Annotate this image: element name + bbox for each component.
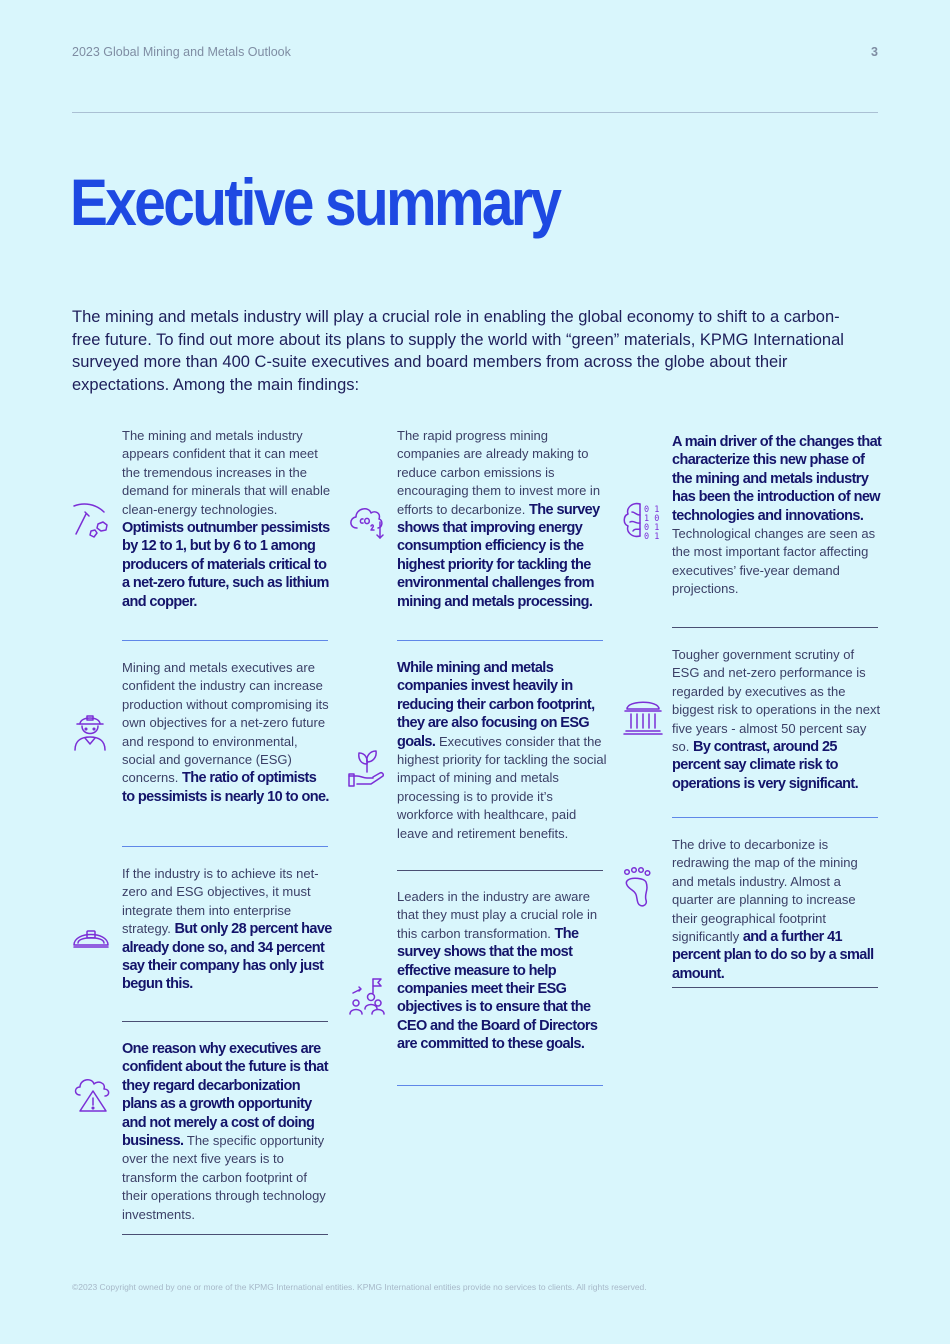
finding-body: Mining and metals executives are confident the industry can increase production without compromising its own objectives for a net-zero future and respond to environmental, social and governance (ESG) concerns. bbox=[122, 660, 329, 786]
card-divider bbox=[397, 870, 603, 871]
finding-body: Tougher government scrutiny of ESG and net-zero performance is regarded by executives as the biggest risk to operations in the next five years - almost 50 percent say so. bbox=[672, 647, 881, 755]
finding-text bbox=[122, 659, 332, 806]
team-goal-icon bbox=[347, 975, 385, 1017]
finding-highlight: Optimists outnumber pessimists by 12 to 1, but by 6 to 1 among producers of materials critical to a net-zero future, such as lithium and copper. bbox=[122, 520, 330, 610]
finding-body: The rapid progress mining companies are already making to reduce carbon emissions is encouraging them to invest more in efforts to decarbonize. bbox=[397, 428, 601, 517]
finding-highlight: While mining and metals companies invest heavily in reducing their carbon footprint, they are also focusing on ESG goals. bbox=[397, 660, 595, 750]
finding-text bbox=[122, 1040, 332, 1224]
finding-body: Technological changes are seen as the most important factor affecting executives’ five-year demand projections. bbox=[672, 526, 876, 597]
finding-text bbox=[672, 646, 882, 793]
storm-warning-icon bbox=[72, 1075, 112, 1113]
finding-body: The drive to decarbonize is redrawing the map of the mining and metals industry. Almost a quarter are planning to increase their geographical footprint significantly bbox=[672, 837, 858, 945]
svg-text:0 1: 0 1 bbox=[644, 505, 660, 515]
copyright-footer: ©2023 Copyright owned by one or more of the KPMG International entities. KPMG International entities provide no services to clients. All rights reserved. bbox=[72, 1282, 647, 1292]
header-divider bbox=[72, 112, 878, 113]
finding-text bbox=[397, 659, 607, 843]
finding-body: If the industry is to achieve its net-zero and ESG objectives, it must integrate them into enterprise strategy. bbox=[122, 866, 319, 937]
page-number: 3 bbox=[871, 45, 878, 59]
card-divider bbox=[122, 1021, 328, 1022]
pickaxe-icon bbox=[72, 500, 112, 540]
co2-cloud-icon bbox=[347, 500, 387, 540]
finding-highlight: The survey shows that improving energy consumption efficiency is the highest priority for tackling the environmental challenges from mining and metals processing. bbox=[397, 501, 600, 610]
card-divider bbox=[672, 817, 878, 818]
finding-body: The mining and metals industry appears confident that it can meet the tremendous increases in the demand for minerals that will enable clean-energy technologies. bbox=[122, 428, 331, 517]
finding-highlight: The survey shows that the most effective measure to help companies meet their ESG objectives is to ensure that the CEO and the Board of Directors are committed to these goals. bbox=[397, 925, 598, 1053]
finding-text bbox=[122, 427, 332, 611]
svg-text:1 0: 1 0 bbox=[644, 514, 660, 524]
card-divider bbox=[397, 640, 603, 641]
miner-icon bbox=[72, 710, 108, 752]
footprint-icon bbox=[622, 866, 652, 908]
finding-text bbox=[397, 888, 607, 1054]
government-building-icon bbox=[622, 695, 664, 737]
finding-highlight: But only 28 percent have already done so, and 34 percent say their company has only just begun this. bbox=[122, 921, 332, 993]
finding-highlight: and a further 41 percent plan to do so by a small amount. bbox=[672, 929, 874, 982]
card-divider bbox=[672, 627, 878, 628]
card-divider bbox=[122, 640, 328, 641]
running-header-title: 2023 Global Mining and Metals Outlook bbox=[72, 45, 291, 59]
finding-body: Leaders in the industry are aware that they must play a crucial role in this carbon transformation. bbox=[397, 889, 598, 941]
card-divider bbox=[397, 1085, 603, 1086]
finding-highlight: A main driver of the changes that characterize this new phase of the mining and metals industry has been the introduction of new technologies and innovations. bbox=[672, 434, 882, 524]
finding-highlight: By contrast, around 25 percent say climate risk to operations is very significant. bbox=[672, 739, 859, 792]
hand-plant-icon bbox=[347, 748, 387, 790]
finding-text bbox=[672, 836, 882, 983]
finding-text bbox=[122, 865, 332, 994]
svg-text:0 1: 0 1 bbox=[644, 532, 660, 542]
card-divider bbox=[672, 987, 878, 988]
svg-text:0 1: 0 1 bbox=[644, 523, 660, 533]
page-title: Executive summary bbox=[70, 165, 560, 239]
finding-highlight: One reason why executives are confident about the future is that they regard decarbonization plans as a growth opportunity and not merely a cost of doing business. bbox=[122, 1041, 328, 1150]
card-divider bbox=[122, 846, 328, 847]
finding-text bbox=[397, 427, 607, 611]
hard-hat-icon bbox=[72, 925, 110, 953]
card-divider bbox=[122, 1234, 328, 1235]
brain-binary-icon bbox=[622, 500, 664, 542]
finding-text bbox=[672, 433, 882, 599]
finding-highlight: The ratio of optimists to pessimists is nearly 10 to one. bbox=[122, 770, 329, 805]
intro-paragraph: The mining and metals industry will play a crucial role in enabling the global economy to shift to a carbon-free future. To find out more about its plans to supply the world with “green” materials, KPMG International surveyed more than 400 C-suite executives and board members from across the globe about their expectations. Among the main findings: bbox=[72, 308, 844, 394]
finding-body: Executives consider that the highest priority for tackling the social impact of mining and metals processing is to provide it’s workforce with healthcare, paid leave and retirement benefits. bbox=[397, 733, 607, 841]
finding-body: The specific opportunity over the next five years is to transform the carbon footprint of their operations through technology investments. bbox=[122, 1133, 326, 1222]
